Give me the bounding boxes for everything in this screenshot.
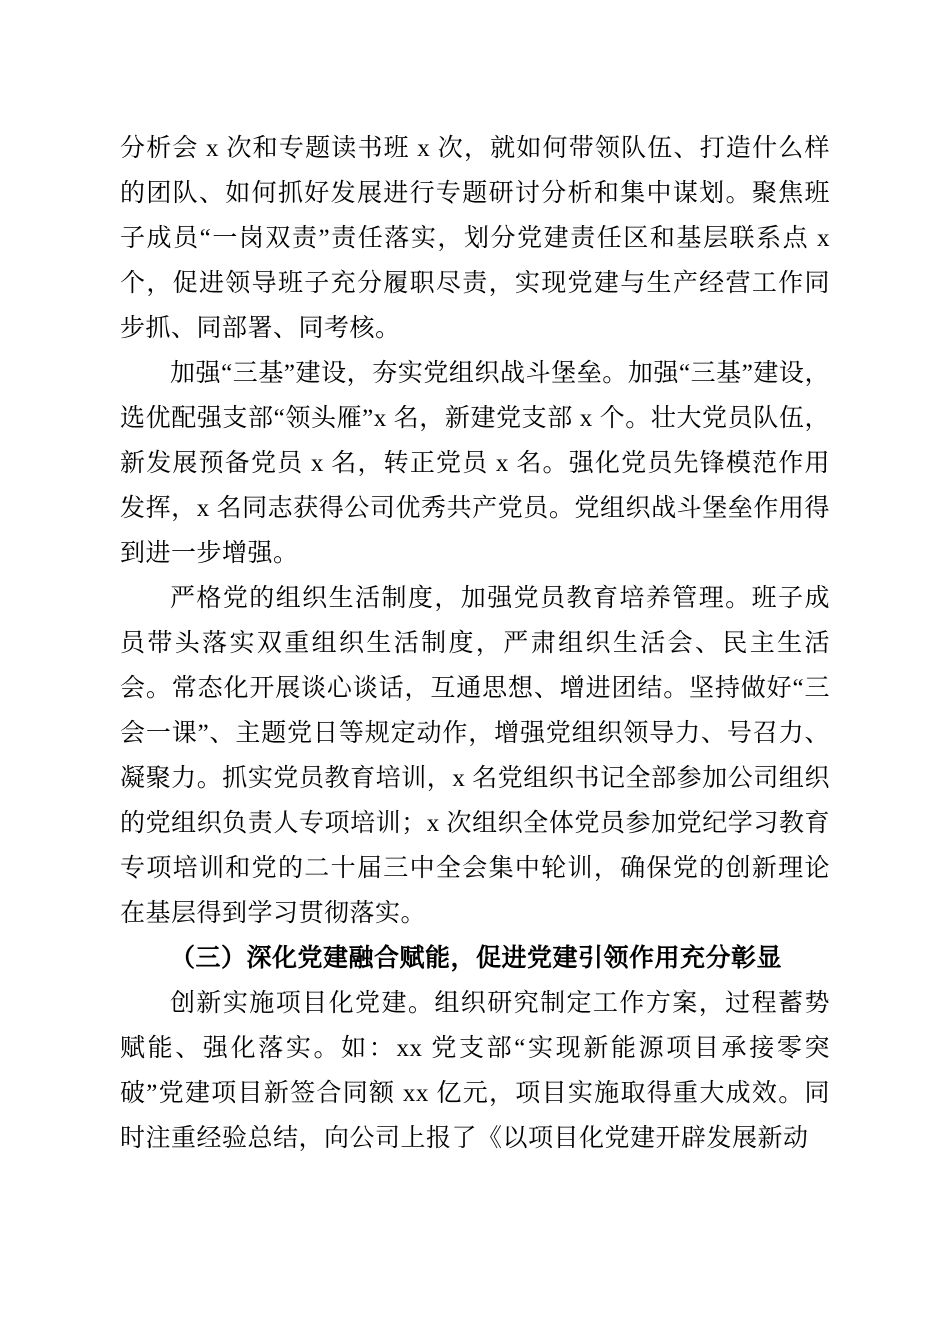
section-heading: （三）深化党建融合赋能，促进党建引领作用充分彰显: [170, 945, 783, 972]
paragraph-continuation: 分析会 x 次和专题读书班 x 次，就如何带领队伍、打造什么样的团队、如何抓好发展进行专题研讨分析和集中谋划。聚焦班子成员“一岗双责”责任落实，划分党建责任区和基层联系点 x 个，促进领导班子充分履职尽责，实现党建与生产经营工作同步抓、同部署、同考核。: [120, 135, 830, 342]
paragraph-project-party-building: 创新实施项目化党建。组织研究制定工作方案，过程蓄势赋能、强化落实。如：xx 党支部“实现新能源项目承接零突破”党建项目新签合同额 xx 亿元，项目实施取得重大成效。同时注重经验总结，向公司上报了《以项目化党建开辟发展新动: [120, 990, 830, 1152]
paragraph-organization-life: 严格党的组织生活制度，加强党员教育培养管理。班子成员带头落实双重组织生活制度，严肃组织生活会、民主生活会。常态化开展谈心谈话，互通思想、增进团结。坚持做好“三会一课”、主题党日等规定动作，增强党组织领导力、号召力、凝聚力。抓实党员教育培训，x 名党组织书记全部参加公司组织的党组织负责人专项培训；x 次组织全体党员参加党纪学习教育专项培训和党的二十届三中全会集中轮训，确保党的创新理论在基层得到学习贯彻落实。: [120, 585, 830, 927]
paragraph-three-bases: 加强“三基”建设，夯实党组织战斗堡垒。加强“三基”建设，选优配强支部“领头雁”x 名，新建党支部 x 个。壮大党员队伍，新发展预备党员 x 名，转正党员 x 名。强化党员先锋模范作用发挥，x 名同志获得公司优秀共产党员。党组织战斗堡垒作用得到进一步增强。: [120, 360, 830, 567]
